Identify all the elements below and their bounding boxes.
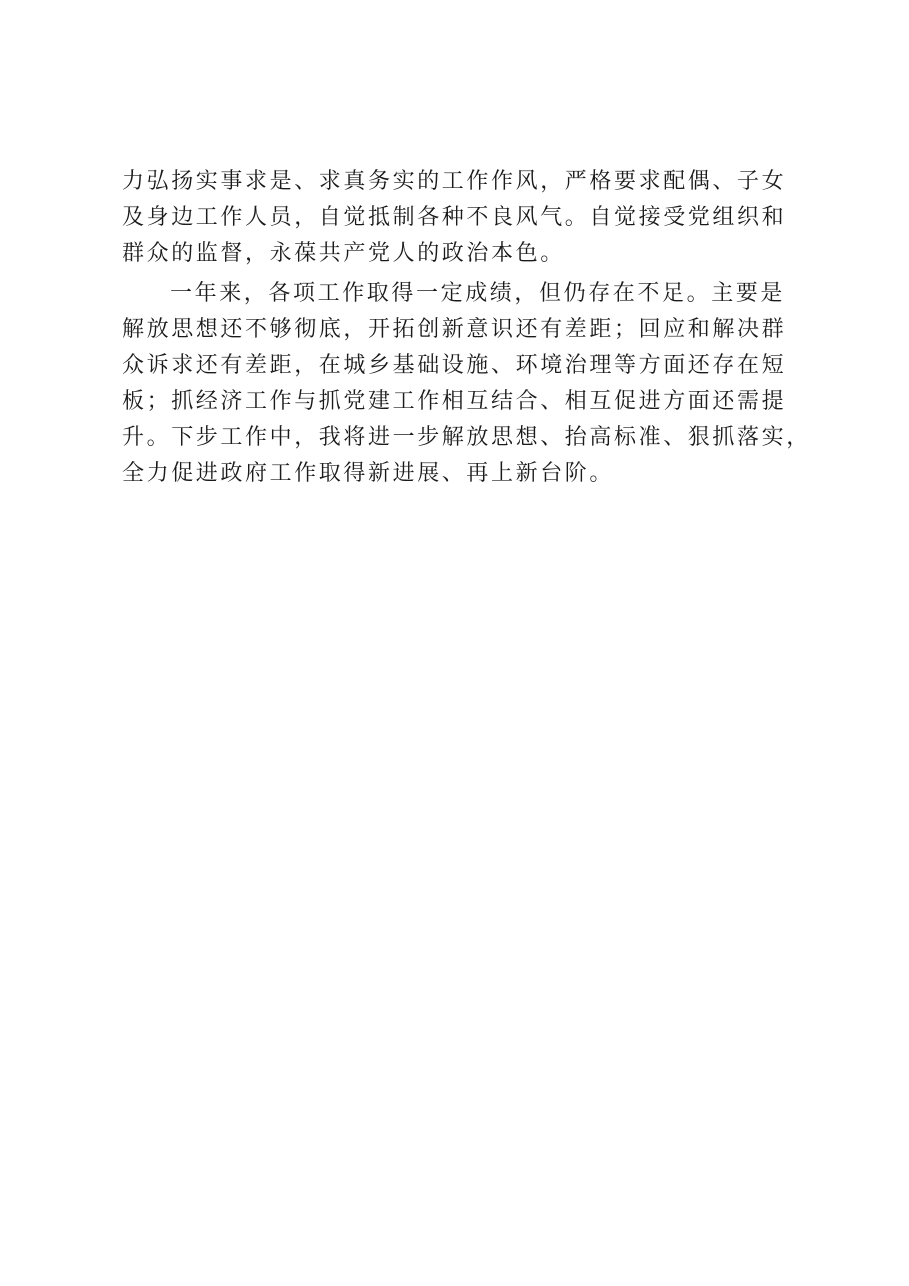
paragraph-2 [122, 276, 822, 492]
text-line: 众诉求还有差距，在城乡基础设施、环境治理等方面还存在短 [122, 353, 787, 378]
text-line: 及身边工作人员，自觉抵制各种不良风气。自觉接受党组织和 [122, 205, 787, 230]
paragraph-1 [122, 164, 822, 272]
text-line: 群众的监督，永葆共产党人的政治本色。 [122, 241, 565, 266]
document-body [122, 164, 822, 492]
text-line: 力弘扬实事求是、求真务实的工作作风，严格要求配偶、子女 [122, 169, 787, 194]
text-line: 解放思想还不够彻底，开拓创新意识还有差距；回应和解决群 [122, 317, 787, 342]
text-line: 板；抓经济工作与抓党建工作相互结合、相互促进方面还需提 [122, 389, 787, 414]
text-line: 全力促进政府工作取得新进展、再上新台阶。 [122, 461, 615, 486]
text-line: 一年来，各项工作取得一定成绩，但仍存在不足。主要是 [170, 281, 786, 306]
text-line: 升。下步工作中，我将进一步解放思想、抬高标准、狠抓落实， [122, 425, 811, 450]
